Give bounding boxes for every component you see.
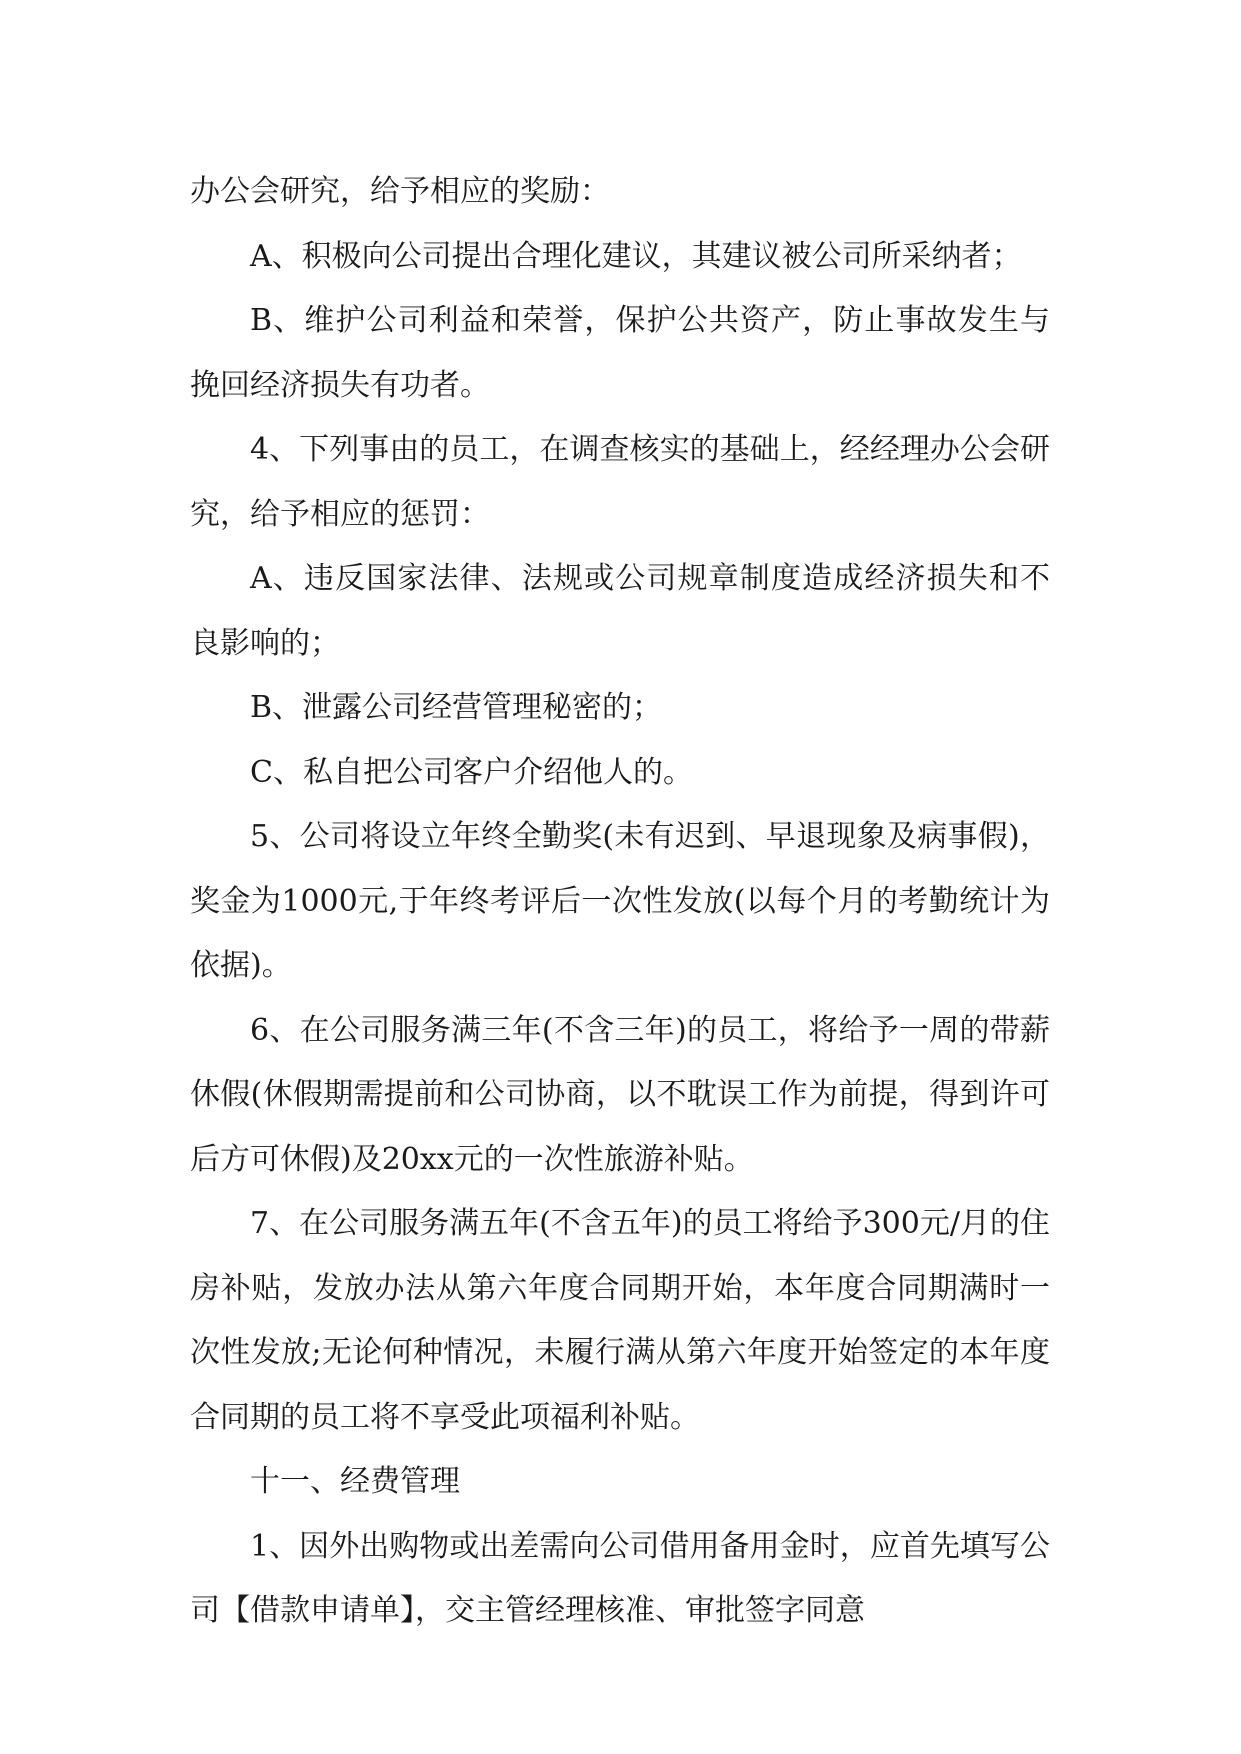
paragraph-continuation: 办公会研究，给予相应的奖励： bbox=[190, 174, 610, 209]
document-body bbox=[190, 160, 1050, 1644]
section-heading-eleven: 十一、经费管理 bbox=[250, 1464, 460, 1499]
paragraph-funds-1: 1、因外出购物或出差需向公司借用备用金时，应首先填写公司【借款申请单】，交主管经理核准、审批签字同意 bbox=[190, 1528, 1050, 1628]
paragraph-item-5: 5、公司将设立年终全勤奖(未有迟到、早退现象及病事假)，奖金为1000元,于年终考评后一次性发放(以每个月的考勤统计为依据)。 bbox=[190, 819, 1050, 983]
paragraph-penalty-b: B、泄露公司经营管理秘密的； bbox=[250, 690, 663, 725]
paragraph-reward-b: B、维护公司利益和荣誉，保护公共资产，防止事故发生与挽回经济损失有功者。 bbox=[190, 303, 1050, 403]
paragraph-penalty-a: A、违反国家法律、法规或公司规章制度造成经济损失和不良影响的； bbox=[190, 561, 1050, 661]
paragraph-item-6: 6、在公司服务满三年(不含三年)的员工，将给予一周的带薪休假(休假期需提前和公司协商，以不耽误工作为前提，得到许可后方可休假)及20xx元的一次性旅游补贴。 bbox=[190, 1012, 1050, 1177]
paragraph-item-7: 7、在公司服务满五年(不含五年)的员工将给予300元/月的住房补贴，发放办法从第六年度合同期开始，本年度合同期满时一次性发放;无论何种情况，未履行满从第六年度开始签定的本年度合同期的员工将不享受此项福利补贴。 bbox=[190, 1206, 1050, 1435]
paragraph-penalty-c: C、私自把公司客户介绍他人的。 bbox=[250, 754, 693, 790]
paragraph-item-4: 4、下列事由的员工，在调查核实的基础上，经经理办公会研究，给予相应的惩罚： bbox=[190, 432, 1050, 532]
paragraph-reward-a: A、积极向公司提出合理化建议，其建议被公司所采纳者； bbox=[250, 238, 1022, 274]
